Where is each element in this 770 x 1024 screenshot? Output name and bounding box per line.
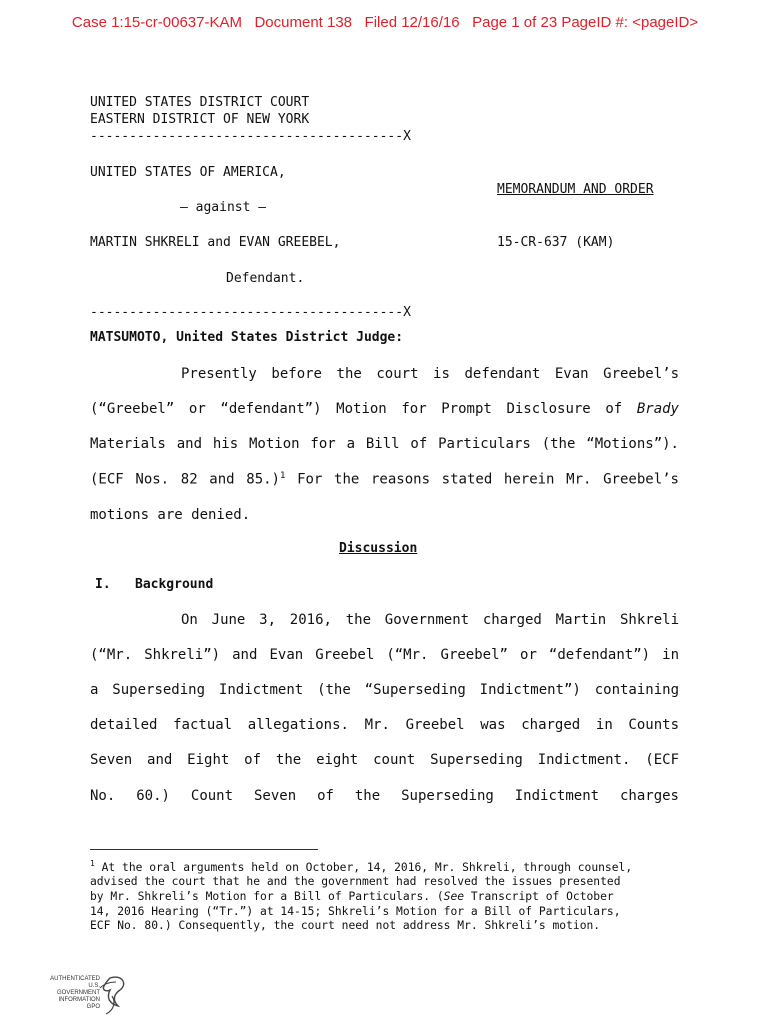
seal-line-1: AUTHENTICATED: [50, 976, 100, 982]
section-heading: Discussion: [339, 541, 418, 556]
footnote-line-5: ECF No. 80.) Consequently, the court need not address Mr. Shkreli’s motion.: [90, 919, 601, 933]
gpo-eagle-icon: [40, 970, 130, 1020]
seal-line-2: U.S. GOVERNMENT: [56, 983, 100, 996]
background-line-3: a Superseding Indictment (the “Superseding Indictment”) containing: [90, 682, 679, 698]
document-type: MEMORANDUM AND ORDER: [497, 182, 654, 197]
intro-line-4: [90, 471, 679, 488]
against-label: – against –: [180, 200, 267, 215]
seal-line-3: INFORMATION: [58, 997, 100, 1003]
background-line-1: On June 3, 2016, the Government charged Martin Shkreli: [181, 612, 679, 628]
case-number: 15-CR-637 (KAM): [497, 235, 615, 250]
footnote-line-3-text: by Mr. Shkreli’s Motion for a Bill of Particulars. (: [90, 889, 444, 903]
intro-line-2-text: (“Greebel” or “defendant”) Motion for Prompt Disclosure of: [90, 401, 637, 417]
judge-title: United States District Judge:: [168, 330, 404, 345]
footnote-number: 1: [90, 859, 95, 868]
see-italic: See: [443, 889, 465, 903]
case-header: Case 1:15-cr-00637-KAM Document 138 Filed 12/16/16 Page 1 of 23 PageID #: <pageID>: [71, 14, 699, 31]
court-name-line2: EASTERN DISTRICT OF NEW YORK: [90, 112, 310, 127]
defendant-label: Defendant.: [226, 271, 305, 286]
caption-divider-bottom: ----------------------------------------X: [90, 305, 411, 320]
footnote-line-2: advised the court that he and the government had resolved the issues presented: [90, 875, 621, 889]
subsection-title: Background: [135, 577, 214, 592]
footnote: [90, 857, 680, 934]
footnote-line-4: 14, 2016 Hearing (“Tr.”) at 14-15; Shkreli’s Motion for a Bill of Particulars,: [90, 904, 621, 918]
background-line-5: Seven and Eight of the eight count Superseding Indictment. (ECF: [90, 752, 679, 768]
intro-line-3: Materials and his Motion for a Bill of Particulars (the “Motions”).: [90, 436, 679, 452]
footnote-line-1-text: At the oral arguments held on October, 14, 2016, Mr. Shkreli, through counsel,: [94, 860, 633, 874]
footnote-reference[interactable]: 1: [279, 471, 286, 481]
background-line-2: (“Mr. Shkreli”) and Evan Greebel (“Mr. Greebel” or “defendant”) in: [90, 647, 679, 663]
court-name-line1: UNITED STATES DISTRICT COURT: [90, 95, 310, 110]
defendants-names: MARTIN SHKRELI and EVAN GREEBEL,: [90, 235, 341, 250]
judge-name: MATSUMOTO,: [90, 330, 169, 345]
background-line-4: detailed factual allegations. Mr. Greebel was charged in Counts: [90, 717, 679, 733]
intro-line-2: [90, 401, 679, 417]
caption-divider-top: ----------------------------------------X: [90, 129, 411, 144]
intro-line-4-rest: For the reasons stated herein Mr. Greebel’s: [285, 471, 679, 488]
plaintiff-name: UNITED STATES OF AMERICA,: [90, 165, 286, 180]
brady-italic: Brady: [636, 401, 679, 417]
footnote-line-3-rest: Transcript of October: [464, 889, 614, 903]
intro-line-4-text: (ECF Nos. 82 and 85.): [90, 471, 280, 488]
judge-line: [90, 330, 403, 345]
footnote-line-1: [90, 857, 680, 875]
footnote-rule: [90, 849, 318, 850]
footnote-line-3: [90, 890, 680, 905]
subsection-number: I.: [95, 577, 111, 592]
intro-line-1: Presently before the court is defendant Evan Greebel’s: [181, 366, 679, 382]
intro-line-5: motions are denied.: [90, 507, 251, 523]
background-line-6: No. 60.) Count Seven of the Superseding Indictment charges: [90, 788, 679, 804]
seal-line-4: GPO: [86, 1004, 100, 1010]
